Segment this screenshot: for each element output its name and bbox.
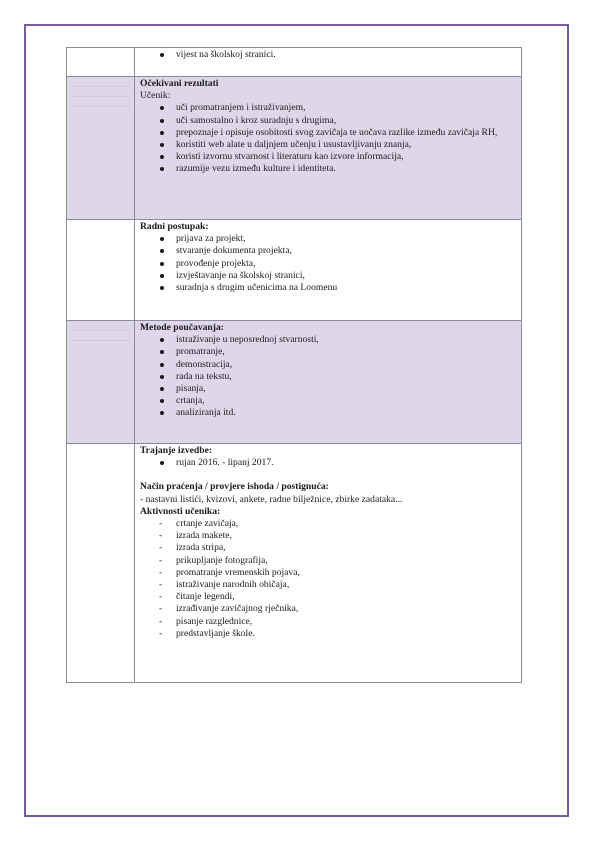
table-row <box>67 444 522 683</box>
section-heading: Aktivnosti učenika: <box>140 505 221 517</box>
list-item: promatranje, <box>140 346 517 358</box>
monitoring-text: - nastavni listići, kvizovi, ankete, radne bilježnice, zbirke zadataka... <box>140 493 403 505</box>
content-cell <box>135 321 522 444</box>
list-item: pisanja, <box>140 383 517 395</box>
list-item: razumije vezu između kulture i identiteta. <box>140 163 517 175</box>
content-cell <box>135 48 522 77</box>
section-heading: Trajanje izvedbe: <box>140 445 213 456</box>
list-item: - prikupljanje fotografija, <box>140 555 517 567</box>
list-item: - promatranje vremenskih pojava, <box>140 567 517 579</box>
left-cell <box>67 321 135 444</box>
bullet-list <box>140 102 517 175</box>
section-heading: Radni postupak: <box>140 221 209 232</box>
list-item: uči samostalno i kroz suradnju s drugima, <box>140 115 517 127</box>
list-item: uči promatranjem i istraživanjem, <box>140 102 517 114</box>
left-cell <box>67 48 135 77</box>
list-item: vijest na školskoj stranici. <box>140 49 517 61</box>
list-item: prijava za projekt, <box>140 233 517 245</box>
project-plan-table <box>66 47 522 683</box>
list-item: - pisanje razglednice, <box>140 616 517 628</box>
left-cell <box>67 77 135 220</box>
list-item: analiziranja itd. <box>140 407 517 419</box>
list-item: - predstavljanje škole. <box>140 628 517 640</box>
list-item: izvještavanje na školskoj stranici, <box>140 270 517 282</box>
list-item: - izrada makete, <box>140 530 517 542</box>
left-cell <box>67 220 135 321</box>
list-item: istraživanje u neposrednoj stvarnosti, <box>140 334 517 346</box>
list-item: koristiti web alate u daljnjem učenju i usustavljivanju znanja, <box>140 139 517 151</box>
section-heading: Metode poučavanja: <box>140 322 224 333</box>
table-row <box>67 48 522 77</box>
table-row <box>67 220 522 321</box>
bullet-list <box>140 233 517 294</box>
table-row <box>67 77 522 220</box>
list-item: stvaranje dokumenta projekta, <box>140 245 517 257</box>
section-heading: Način praćenja / provjere ishoda / postignuća: <box>140 481 329 493</box>
list-item: demonstracija, <box>140 359 517 371</box>
section-subheading: Učenik: <box>140 90 171 102</box>
dash-list <box>140 518 517 640</box>
list-item: provođenje projekta, <box>140 258 517 270</box>
list-item: rujan 2016. - lipanj 2017. <box>140 457 517 469</box>
list-item: suradnja s drugim učenicima na Loomenu <box>140 282 517 294</box>
list-item: - čitanje legendi, <box>140 591 517 603</box>
section-heading: Očekivani rezultati <box>140 78 219 89</box>
list-item: prepoznaje i opisuje osobitosti svog zavičaja te uočava razlike između zavičaja RH, <box>140 127 517 139</box>
list-item: koristi izvornu stvarnost i literaturu kao izvore informacija, <box>140 151 517 163</box>
list-item: - izrađivanje zavičajnog rječnika, <box>140 603 517 615</box>
list-item: rada na tekstu, <box>140 371 517 383</box>
bullet-list <box>140 334 517 419</box>
list-item: - crtanje zavičaja, <box>140 518 517 530</box>
list-item: - istraživanje narodnih običaja, <box>140 579 517 591</box>
bullet-list <box>140 49 517 61</box>
content-cell <box>135 444 522 683</box>
left-cell <box>67 444 135 683</box>
list-item: - izrada stripa, <box>140 542 517 554</box>
list-item: crtanja, <box>140 395 517 407</box>
table-row <box>67 321 522 444</box>
content-cell <box>135 220 522 321</box>
bullet-list <box>140 457 517 469</box>
content-cell <box>135 77 522 220</box>
